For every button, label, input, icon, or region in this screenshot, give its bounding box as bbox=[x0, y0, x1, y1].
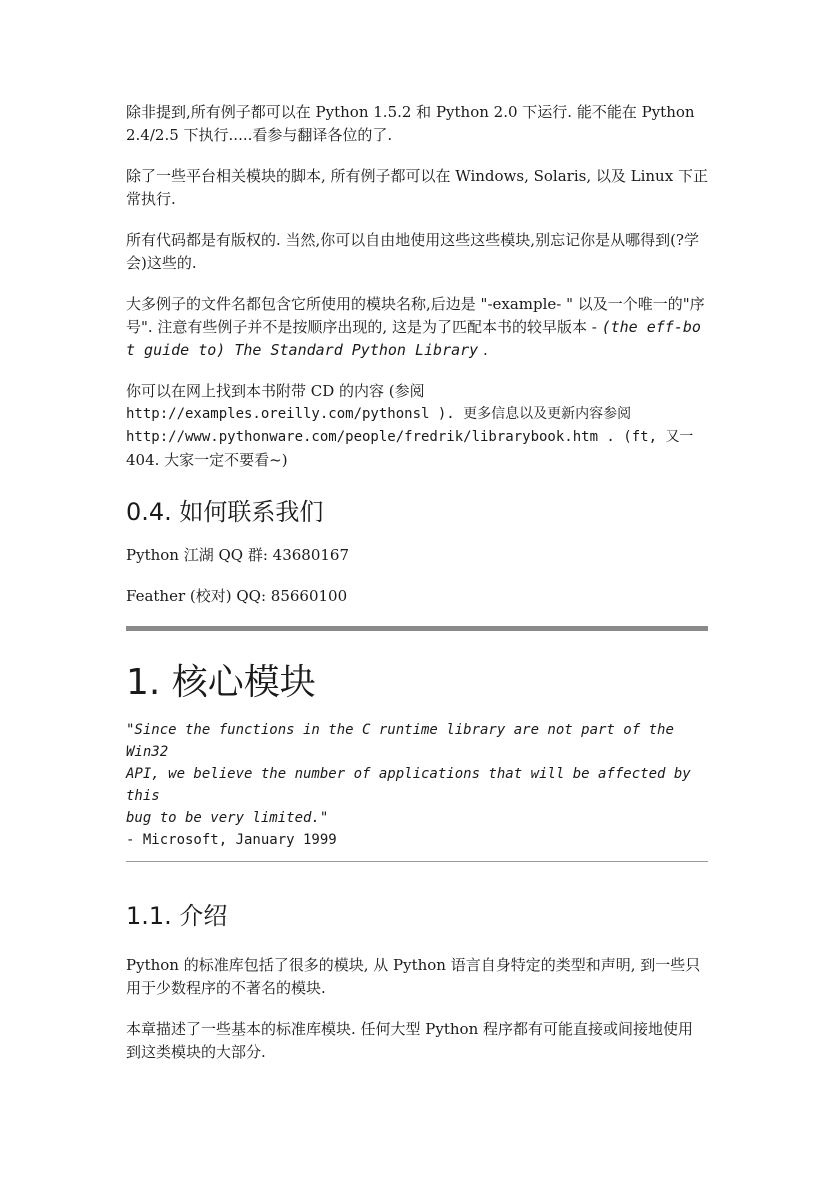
intro-paragraph-1: Python 的标准库包括了很多的模块, 从 Python 语言自身特定的类型和声明, 到一些只用于少数程序的不著名的模块. bbox=[126, 956, 701, 997]
paragraph-platforms: 除了一些平台相关模块的脚本, 所有例子都可以在 Windows, Solaris, 以及 Linux 下正常执行. bbox=[126, 167, 708, 208]
online-cd-link-line: http://examples.oreilly.com/pythonsl ). 更多信息以及更新内容参阅 bbox=[126, 406, 632, 422]
book-title-reference: (the eff-bot guide to) The Standard Python Library bbox=[126, 318, 701, 359]
contact-qq-feather: Feather (校对) QQ: 85660100 bbox=[126, 587, 348, 605]
paragraph-file-naming bbox=[126, 293, 708, 362]
section-heading-contact: 0.4. 如何联系我们 bbox=[126, 498, 324, 526]
document-page bbox=[126, 96, 708, 1064]
intro-paragraph-2: 本章描述了一些基本的标准库模块. 任何大型 Python 程序都有可能直接或间接地使用到这类模块的大部分. bbox=[126, 1020, 694, 1061]
epigraph-line: API, we believe the number of applications that will be affected by this bbox=[126, 766, 691, 804]
section-heading-introduction: 1.1. 介绍 bbox=[126, 902, 228, 930]
online-cd-line: 你可以在网上找到本书附带 CD 的内容 (参阅 bbox=[126, 382, 425, 400]
epigraph-line: "Since the functions in the C runtime library are not part of the Win32 bbox=[126, 722, 674, 760]
contact-qq-group: Python 江湖 QQ 群: 43680167 bbox=[126, 546, 350, 564]
epigraph-attribution: - Microsoft, January 1999 bbox=[126, 832, 337, 848]
librarybook-link-line: http://www.pythonware.com/people/fredrik/librarybook.htm . (ft, 又一 bbox=[126, 429, 694, 445]
paragraph-python-versions: 除非提到,所有例子都可以在 Python 1.5.2 和 Python 2.0 下运行. 能不能在 Python 2.4/2.5 下执行.....看参与翻译各位的了. bbox=[126, 103, 695, 144]
chapter-divider bbox=[126, 626, 708, 631]
chapter-epigraph bbox=[126, 719, 708, 851]
epigraph-line: bug to be very limited." bbox=[126, 810, 329, 826]
epigraph-divider bbox=[126, 861, 708, 862]
file-naming-end: . bbox=[478, 341, 488, 359]
file-naming-text: 大多例子的文件名都包含它所使用的模块名称,后边是 "-example- " 以及一个唯一的"序号". 注意有些例子并不是按顺序出现的, 这是为了匹配本书的较早版本 - bbox=[126, 295, 705, 336]
paragraph-online-cd bbox=[126, 380, 708, 472]
online-cd-note: 404. 大家一定不要看~) bbox=[126, 451, 288, 469]
paragraph-copyright: 所有代码都是有版权的. 当然,你可以自由地使用这些这些模块,别忘记你是从哪得到(?学会)这些的. bbox=[126, 231, 699, 272]
chapter-heading-core-modules: 1. 核心模块 bbox=[126, 662, 316, 703]
